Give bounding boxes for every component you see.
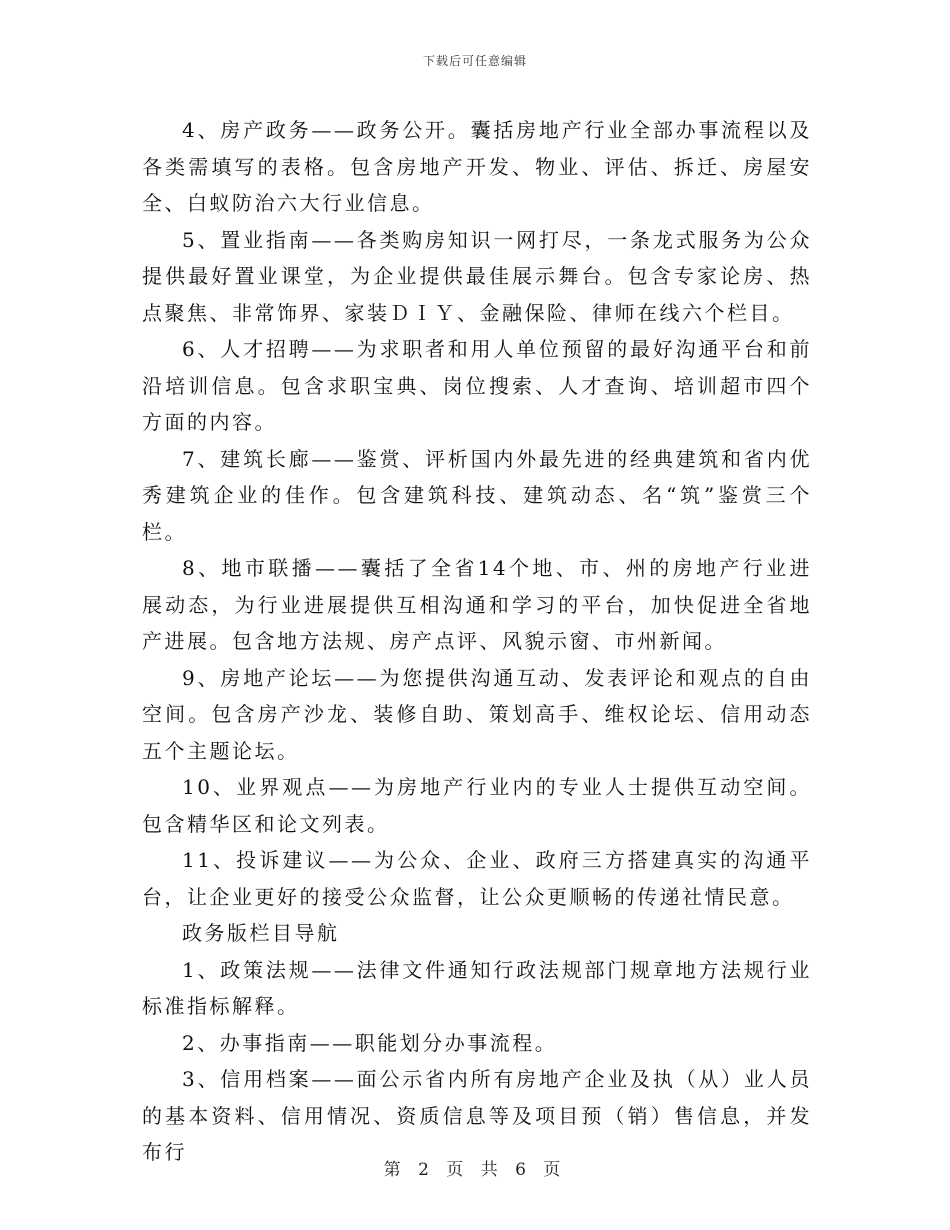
paragraph-nav-1: 1、政策法规——法律文件通知行政法规部门规章地方法规行业标准指标解释。 (142, 957, 812, 1018)
paragraph-item-11: 11、投诉建议——为公众、企业、政府三方搭建真实的沟通平台，让企业更好的接受公众监督，让公众更顺畅的传递社情民意。 (142, 848, 812, 909)
document-body (142, 112, 812, 1171)
paragraph-item-9: 9、房地产论坛——为您提供沟通互动、发表评论和观点的自由空间。包含房产沙龙、装修自助、策划高手、维权论坛、信用动态五个主题论坛。 (142, 665, 812, 763)
paragraph-nav-3: 3、信用档案——面公示省内所有房地产企业及执（从）业人员的基本资料、信用情况、资质信息等及项目预（销）售信息，并发布行 (142, 1067, 812, 1164)
page-number: 第 2 页 共 6 页 (383, 1160, 567, 1180)
paragraph-item-6: 6、人才招聘——为求职者和用人单位预留的最好沟通平台和前沿培训信息。包含求职宝典、岗位搜索、人才查询、培训超市四个方面的内容。 (142, 337, 812, 434)
paragraph-item-5: 5、置业指南——各类购房知识一网打尽，一条龙式服务为公众提供最好置业课堂，为企业提供最佳展示舞台。包含专家论房、热点聚焦、非常饰界、家装ＤＩＹ、金融保险、律师在线六个栏目。 (142, 227, 812, 325)
page-header-note: 下载后可任意编辑 (422, 54, 527, 68)
paragraph-item-7: 7、建筑长廊——鉴赏、评析国内外最先进的经典建筑和省内优秀建筑企业的佳作。包含建筑科技、建筑动态、名“筑”鉴赏三个栏。 (142, 446, 812, 544)
paragraph-item-10: 10、业界观点——为房地产行业内的专业人士提供互动空间。包含精华区和论文列表。 (142, 775, 812, 836)
paragraph-item-4: 4、房产政务——政务公开。囊括房地产行业全部办事流程以及各类需填写的表格。包含房地产开发、物业、评估、拆迁、房屋安全、白蚁防治六大行业信息。 (142, 118, 812, 215)
section-heading: 政务版栏目导航 (182, 921, 340, 945)
paragraph-item-8: 8、地市联播——囊括了全省14个地、市、州的房地产行业进展动态，为行业进展提供互相沟通和学习的平台，加快促进全省地产进展。包含地方法规、房产点评、风貌示窗、市州新闻。 (142, 556, 812, 653)
paragraph-nav-2: 2、办事指南——职能划分办事流程。 (182, 1030, 558, 1055)
